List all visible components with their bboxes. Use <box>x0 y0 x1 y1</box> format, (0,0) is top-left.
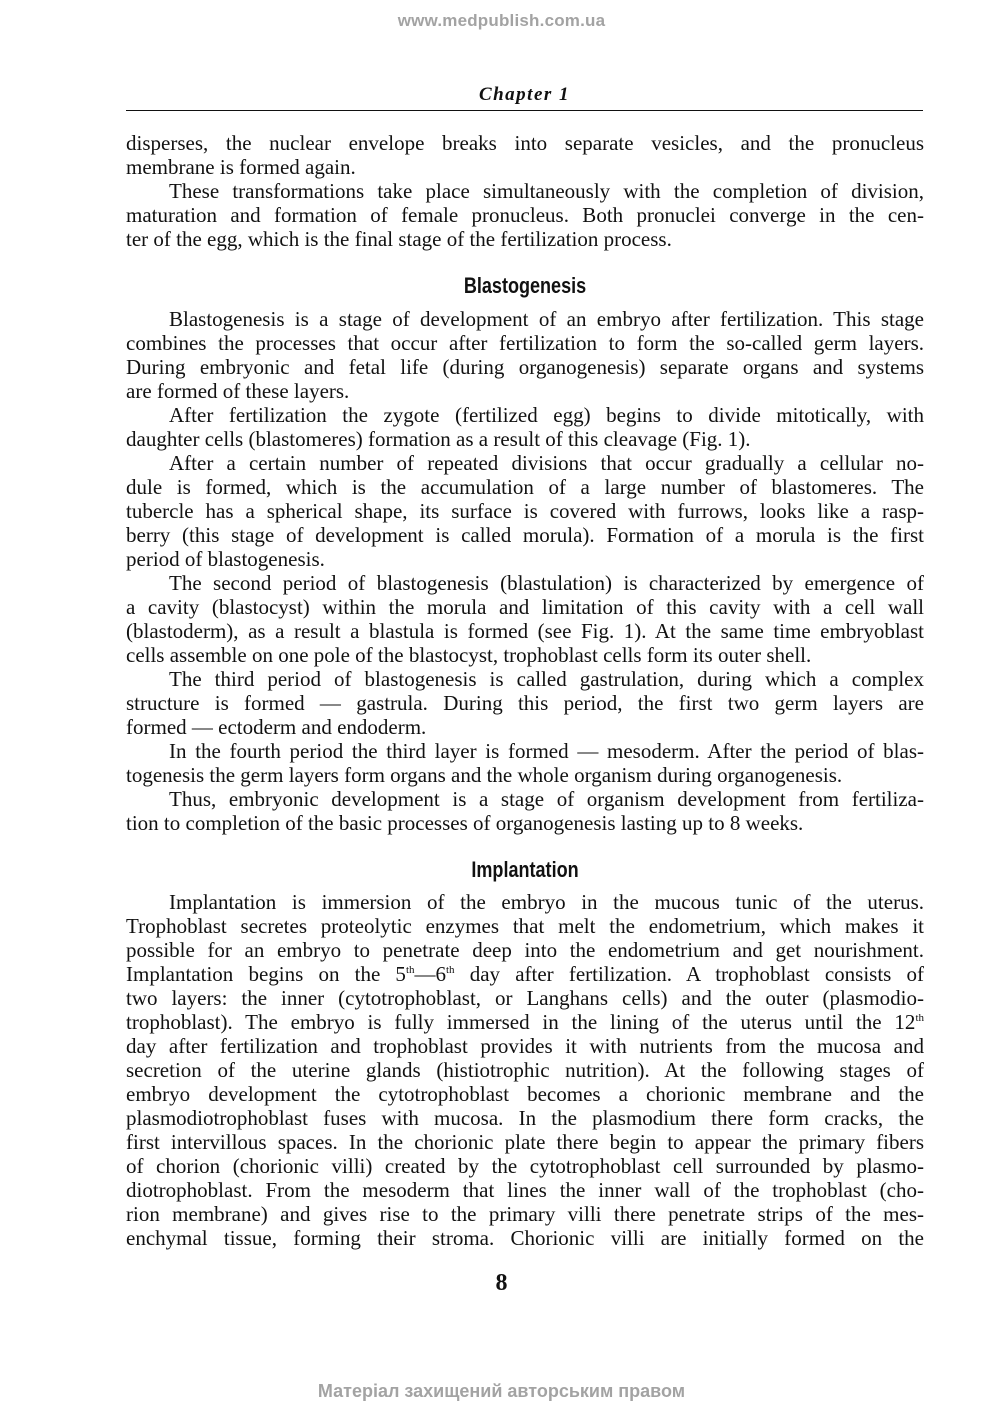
text-line: formed — ectoderm and endoderm. <box>126 715 427 739</box>
text-line: period of blastogenesis. <box>126 547 325 571</box>
text-line <box>126 962 924 986</box>
text-line: These transformations take place simultaneously with the completion of division, <box>169 179 924 203</box>
superscript: th <box>915 1012 924 1024</box>
section-heading-blastogenesis: Blastogenesis <box>463 273 587 298</box>
text-line: enchymal tissue, forming their stroma. Chorionic villi are initially formed on the <box>126 1226 924 1250</box>
text-fragment: Implantation begins on the 5 <box>126 962 406 986</box>
text-line: berry (this stage of development is called morula). Formation of a morula is the first <box>126 523 924 547</box>
text-line: disperses, the nuclear envelope breaks into separate vesicles, and the pronucleus <box>126 131 924 155</box>
text-line: The second period of blastogenesis (blastulation) is characterized by emergence of <box>169 571 924 595</box>
text-line: diotrophoblast. From the mesoderm that lines the inner wall of the trophoblast (cho- <box>126 1178 924 1202</box>
superscript: th <box>405 964 415 976</box>
text-fragment: trophoblast). The embryo is fully immersed in the lining of the uterus until the 12 <box>126 1010 916 1034</box>
text-line: first intervillous spaces. In the chorionic plate there begin to appear the primary fibers <box>126 1130 924 1154</box>
text-fragment: day after fertilization. A trophoblast consists of <box>454 962 925 986</box>
text-line: structure is formed — gastrula. During this period, the first two germ layers are <box>126 691 924 715</box>
text-line: cells assemble on one pole of the blastocyst, trophoblast cells form its outer shell. <box>126 643 812 667</box>
text-line: membrane is formed again. <box>126 155 356 179</box>
text-line: tubercle has a spherical shape, its surface is covered with furrows, looks like a rasp- <box>126 499 924 523</box>
text-fragment: —6 <box>414 962 446 986</box>
header-rule <box>126 110 923 111</box>
text-line: After a certain number of repeated divisions that occur gradually a cellular no- <box>169 451 924 475</box>
text-line <box>126 1010 924 1034</box>
copyright-watermark: Матеріал захищений авторським правом <box>317 1381 686 1401</box>
page-content <box>126 131 924 1250</box>
running-head: Chapter 1 <box>478 84 571 105</box>
section-heading-implantation: Implantation <box>471 857 579 882</box>
page-number: 8 <box>495 1270 508 1296</box>
text-line: tion to completion of the basic processes of organogenesis lasting up to 8 weeks. <box>126 811 804 835</box>
text-line: plasmodiotrophoblast fuses with mucosa. In the plasmodium there form cracks, the <box>126 1106 924 1130</box>
text-line: rion membrane) and gives rise to the primary villi there penetrate strips of the mes- <box>126 1202 924 1226</box>
text-line: In the fourth period the third layer is formed — mesoderm. After the period of blas- <box>169 739 924 763</box>
text-line: The third period of blastogenesis is called gastrulation, during which a complex <box>169 667 924 691</box>
text-line: Implantation is immersion of the embryo in the mucous tunic of the uterus. <box>169 890 924 914</box>
text-line: togenesis the germ layers form organs and the whole organism during organogenesis. <box>126 763 843 787</box>
text-line: of chorion (chorionic villi) created by the cytotrophoblast cell surrounded by plasmo- <box>126 1154 924 1178</box>
text-line: combines the processes that occur after fertilization to form the so-called germ layers. <box>126 331 924 355</box>
text-line: Blastogenesis is a stage of development of an embryo after fertilization. This stage <box>169 307 924 331</box>
text-line: a cavity (blastocyst) within the morula and limitation of this cavity with a cell wall <box>126 595 924 619</box>
watermark-top: www.medpublish.com.ua <box>397 11 606 30</box>
text-line: daughter cells (blastomeres) formation as a result of this cleavage (Fig. 1). <box>126 427 751 451</box>
text-line: day after fertilization and trophoblast provides it with nutrients from the mucosa and <box>126 1034 924 1058</box>
text-line: (blastoderm), as a result a blastula is formed (see Fig. 1). At the same time embryoblast <box>126 619 924 643</box>
text-line: Trophoblast secretes proteolytic enzymes that melt the endometrium, which makes it <box>126 914 924 938</box>
text-line: are formed of these layers. <box>126 379 350 403</box>
text-line: Thus, embryonic development is a stage of organism development from fertiliza- <box>169 787 924 811</box>
text-line: two layers: the inner (cytotrophoblast, or Langhans cells) and the outer (plasmodio- <box>126 986 924 1010</box>
text-line: ter of the egg, which is the final stage of the fertilization process. <box>126 227 672 251</box>
text-line: possible for an embryo to penetrate deep into the endometrium and get nourishment. <box>126 938 924 962</box>
superscript: th <box>446 964 455 976</box>
text-line: dule is formed, which is the accumulation of a large number of blastomeres. The <box>126 475 924 499</box>
text-line: embryo development the cytotrophoblast becomes a chorionic membrane and the <box>126 1082 924 1106</box>
text-line: After fertilization the zygote (fertilized egg) begins to divide mitotically, with <box>169 403 924 427</box>
text-line: maturation and formation of female pronucleus. Both pronuclei converge in the cen- <box>126 203 924 227</box>
text-line: During embryonic and fetal life (during organogenesis) separate organs and systems <box>126 355 924 379</box>
text-line: secretion of the uterine glands (histiotrophic nutrition). At the following stages of <box>126 1058 924 1082</box>
